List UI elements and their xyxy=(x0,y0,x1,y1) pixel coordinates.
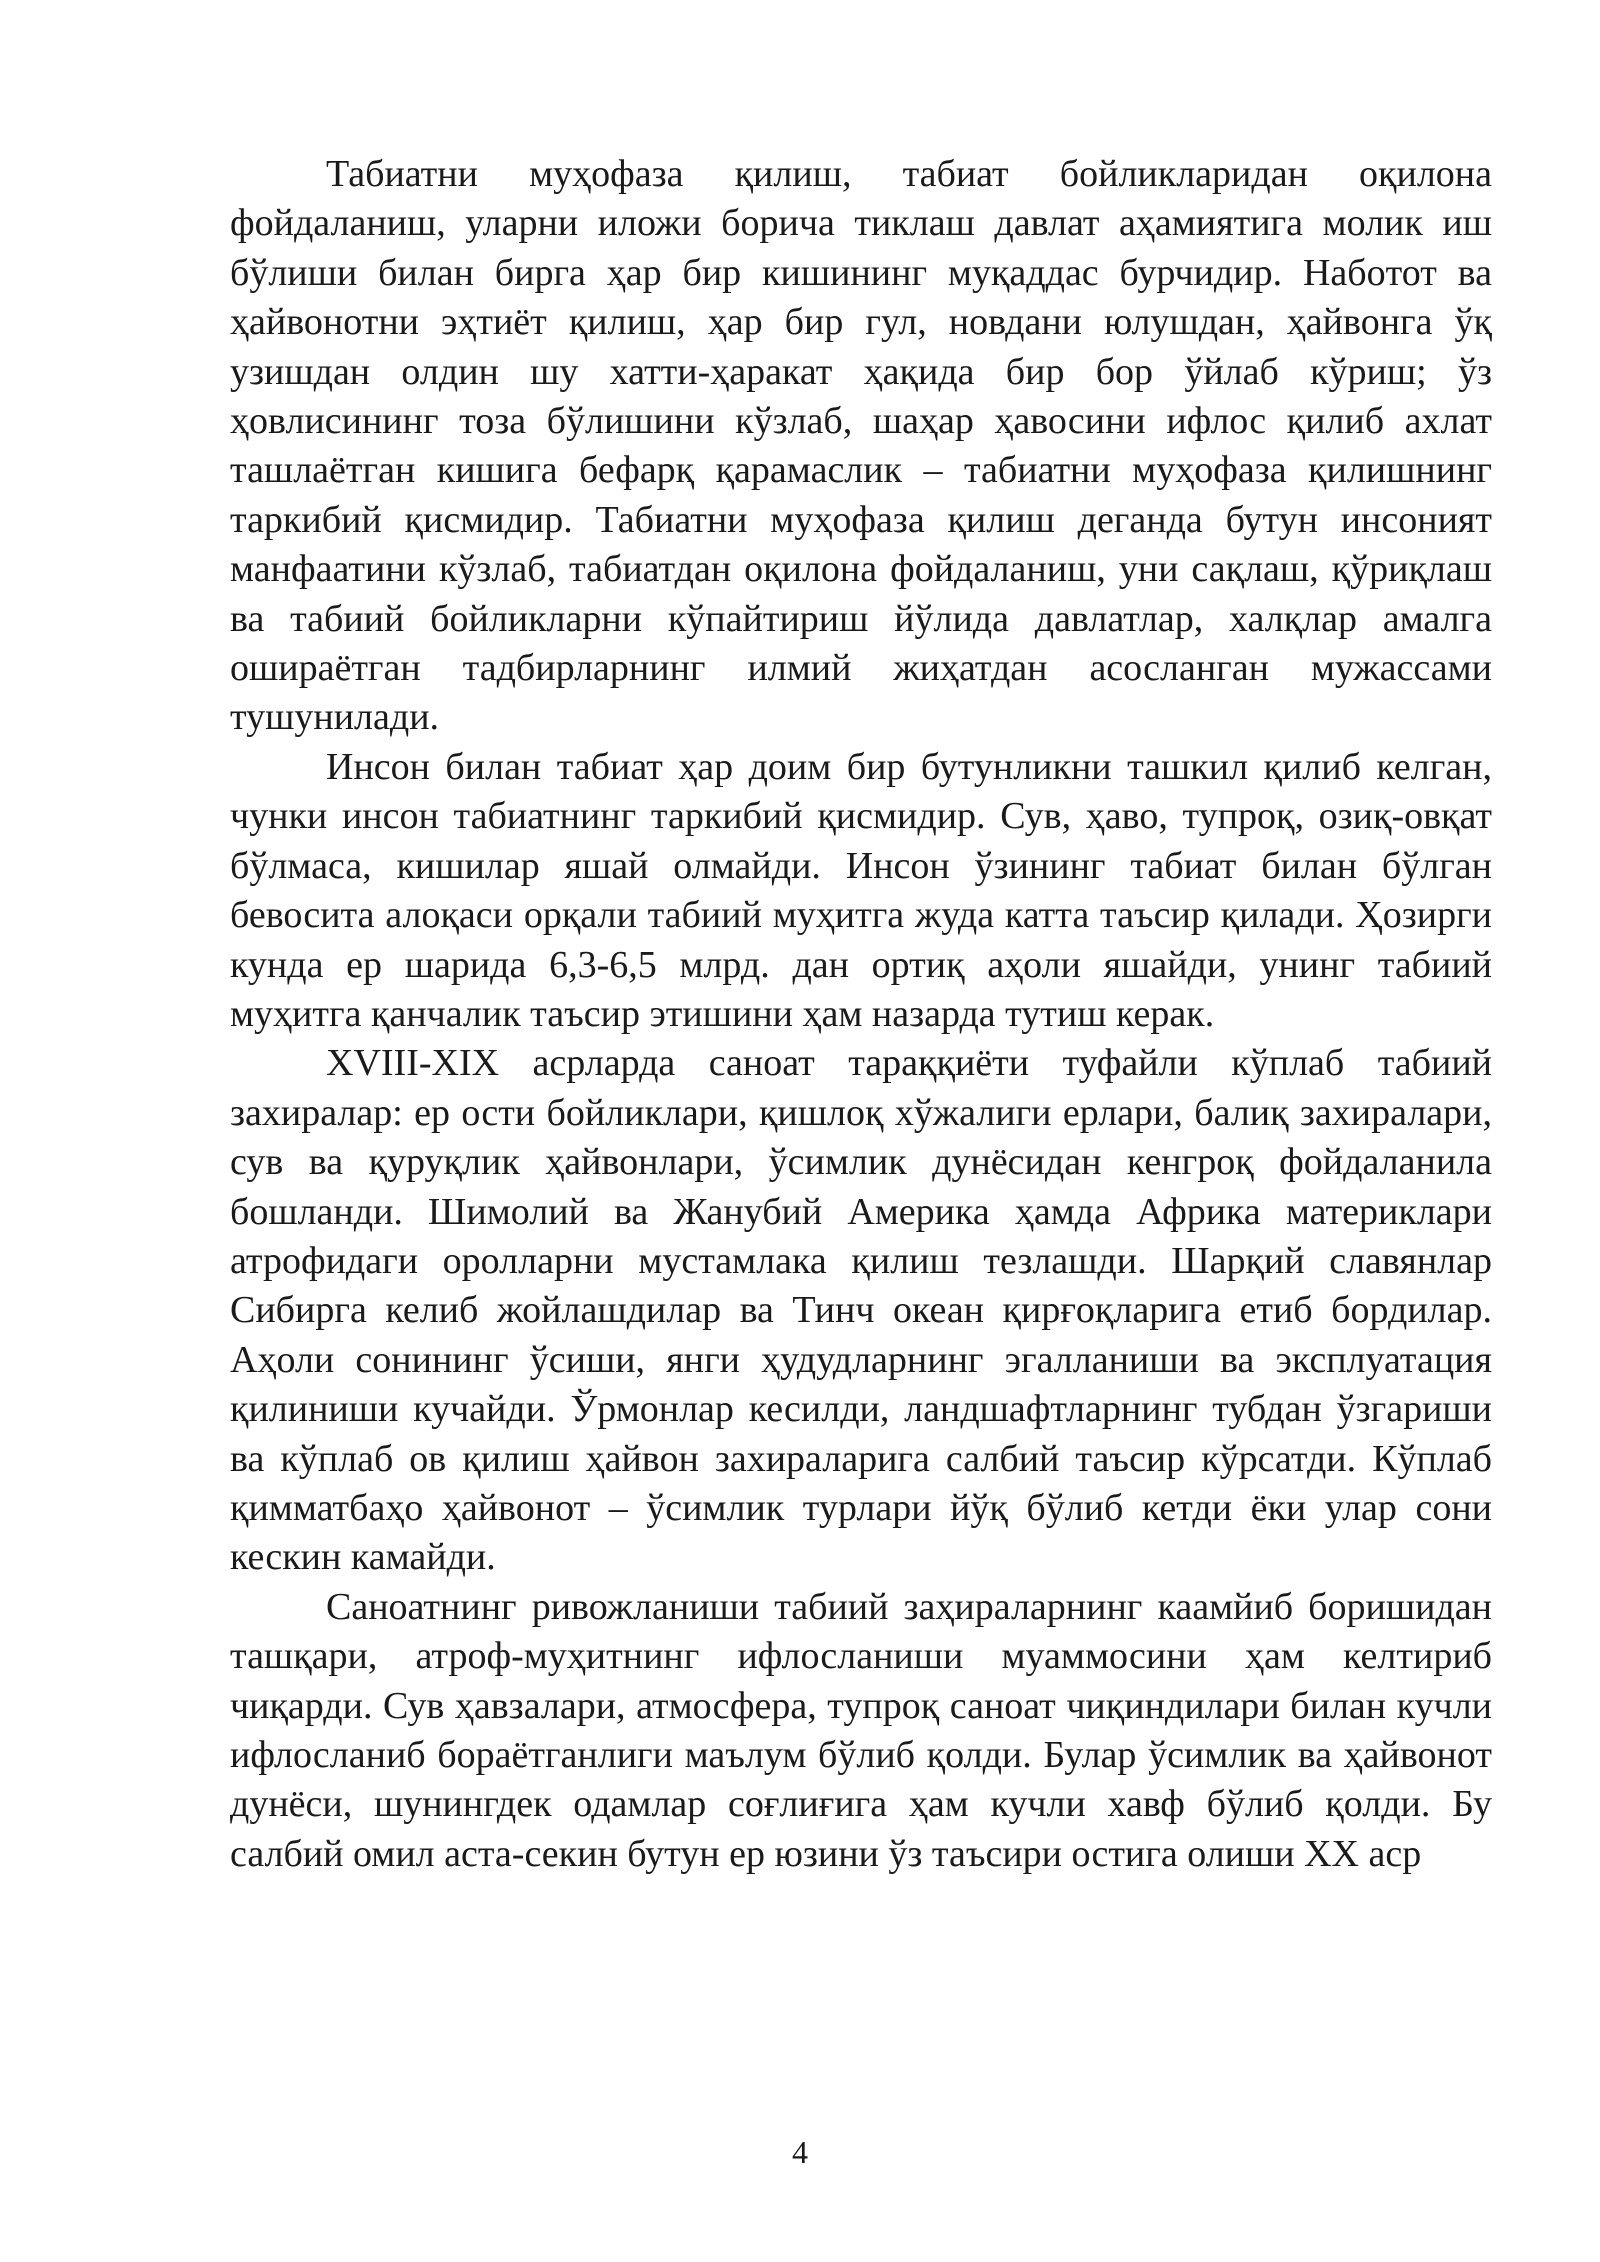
paragraph-industrial-development: XVIII-XIX асрларда саноат тараққиёти туфайли кўплаб табиий захиралар: ер ости бойликлари, қишлоқ хўжалиги ерлари, балиқ захиралари, сув ва қуруқлик ҳайвонлари, ўсимлик дунёсидан кенгроқ фойдаланила бошланди. Шимолий ва Жанубий Америка ҳамда Африка материклари атрофидаги оролларни мустамлака қилиш тезлашди. Шарқий славянлар Сибирга келиб жойлашдилар ва Тинч океан қирғоқларига етиб бордилар. Аҳоли сонининг ўсиши, янги ҳудудларнинг эгалланиши ва эксплуатация қилиниши кучайди. Ўрмонлар кесилди, ландшафтларнинг тубдан ўзгариши ва кўплаб ов қилиш ҳайвон захираларига салбий таъсир кўрсатди. Кўплаб қимматбаҳо ҳайвонот – ўсимлик турлари йўқ бўлиб кетди ёки улар сони кескин камайди. xyxy=(230,1042,1492,1579)
page-number: 4 xyxy=(792,2134,808,2170)
paragraph-environmental-pollution: Саноатнинг ривожланиши табиий заҳираларнинг каамйиб боришидан ташқари, атроф-муҳитнинг ифлосланиши муаммосини ҳам келтириб чиқарди. Сув ҳавзалари, атмосфера, тупроқ саноат чиқиндилари билан кучли ифлосланиб бораётганлиги маълум бўлиб қолди. Булар ўсимлик ва ҳайвонот дунёси, шунингдек одамлар соғлиғига ҳам кучли хавф бўлиб қолди. Бу салбий омил аста-секин бутун ер юзини ўз таъсири остига олиши XX аср xyxy=(230,1585,1492,1875)
paragraph-nature-protection: Табиатни муҳофаза қилиш, табиат бойликларидан оқилона фойдаланиш, уларни иложи борича тиклаш давлат аҳамиятига молик иш бўлиши билан бирга ҳар бир кишининг муқаддас бурчидир. Набoтот ва ҳайвонотни эҳтиёт қилиш, ҳар бир гул, новдани юлушдан, ҳайвонга ўқ узишдан олдин шу хатти-ҳаракат ҳақида бир бор ўйлаб кўриш; ўз ҳовлисининг тоза бўлишини кўзлаб, шаҳар ҳавосини ифлос қилиб ахлат ташлаётган кишига бефарқ қарамаслик – табиатни муҳофаза қилишнинг таркибий қисмидир. Табиатни муҳофаза қилиш деганда бутун инсоният манфаатини кўзлаб, табиатдан оқилона фойдаланиш, уни сақлаш, қўриқлаш ва табиий бойликларни кўпайтириш йўлида давлатлар, халқлар амалга ошираётган тадбирларнинг илмий жиҳатдан асосланган мужассами тушунилади. xyxy=(230,153,1492,739)
document-body xyxy=(230,150,1492,1879)
paragraph-human-and-nature: Инсон билан табиат ҳар доим бир бутунликни ташкил қилиб келган, чунки инсон табиатнинг таркибий қисмидир. Сув, ҳаво, тупроқ, озиқ-овқат бўлмаса, кишилар яшай олмайди. Инсон ўзининг табиат билан бўлган бевосита алоқаси орқали табиий муҳитга жуда катта таъсир қилади. Ҳозирги кунда ер шарида 6,3-6,5 млрд. дан ортиқ аҳоли яшайди, унинг табиий муҳитга қанчалик таъсир этишини ҳам назарда тутиш керак. xyxy=(230,745,1492,1035)
